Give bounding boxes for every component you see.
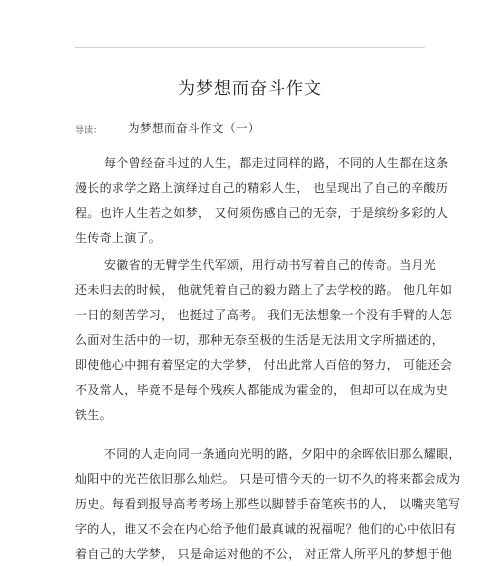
body-line: 还未归去的时候， 他就凭着自己的毅力踏上了去学校的路。 他几年如 bbox=[75, 283, 453, 297]
guide-label: 导读： bbox=[75, 126, 103, 136]
body-line: 安徽省的无臂学生代军颂，用行动书写着自己的传奇。当月光 bbox=[104, 258, 437, 272]
body-line: 着自己的大学梦， 只是命运对他的不公， 对正常人所平凡的梦想于他 bbox=[75, 547, 453, 561]
body-line: 铁生。 bbox=[75, 408, 112, 422]
header-rule bbox=[75, 47, 425, 48]
article-subtitle: 为梦想而奋斗作文（一） bbox=[128, 121, 260, 135]
body-line: 不同的人走向同一条通向光明的路，夕阳中的余晖依旧那么耀眼， bbox=[104, 447, 461, 461]
body-line: 么面对生活中的一切，那种无奈至极的生活是无法用文字所描述的， bbox=[75, 333, 445, 347]
body-line: 每个曾经奋斗过的人生，都走过同样的路，不同的人生都在这条 bbox=[104, 156, 449, 170]
body-line: 生传奇上演了。 bbox=[75, 231, 162, 245]
body-line: 漫长的求学之路上演绎过自己的精彩人生， 也呈现出了自己的辛酸历 bbox=[75, 181, 449, 195]
body-line: 即使他心中拥有着坚定的大学梦， 付出此常人百倍的努力， 可能还会 bbox=[75, 358, 453, 372]
body-line: 字的人，谁又不会在内心给予他们最真诚的祝福呢？他们的心中依旧有 bbox=[75, 522, 457, 536]
body-line: 一日的刻苦学习， 也挺过了高考。 我们无法想象一个没有手臂的人怎 bbox=[75, 308, 453, 322]
document-title: 为梦想而奋斗作文 bbox=[178, 79, 322, 99]
body-line: 不及常人，毕竟不是每个残疾人都能成为霍金的， 但却可以在成为史 bbox=[75, 383, 449, 397]
body-line: 灿阳中的光芒依旧那么灿烂。 只是可惜今天的一切不久的将来都会成为 bbox=[75, 472, 461, 486]
body-line: 历史。每看到报导高考考场上那些以脚替手奋笔疾书的人， 以嘴夹笔写 bbox=[75, 497, 461, 511]
body-line: 程。也许人生若之如梦， 又何须伤感自己的无奈，于是缤纷多彩的人 bbox=[75, 206, 449, 220]
